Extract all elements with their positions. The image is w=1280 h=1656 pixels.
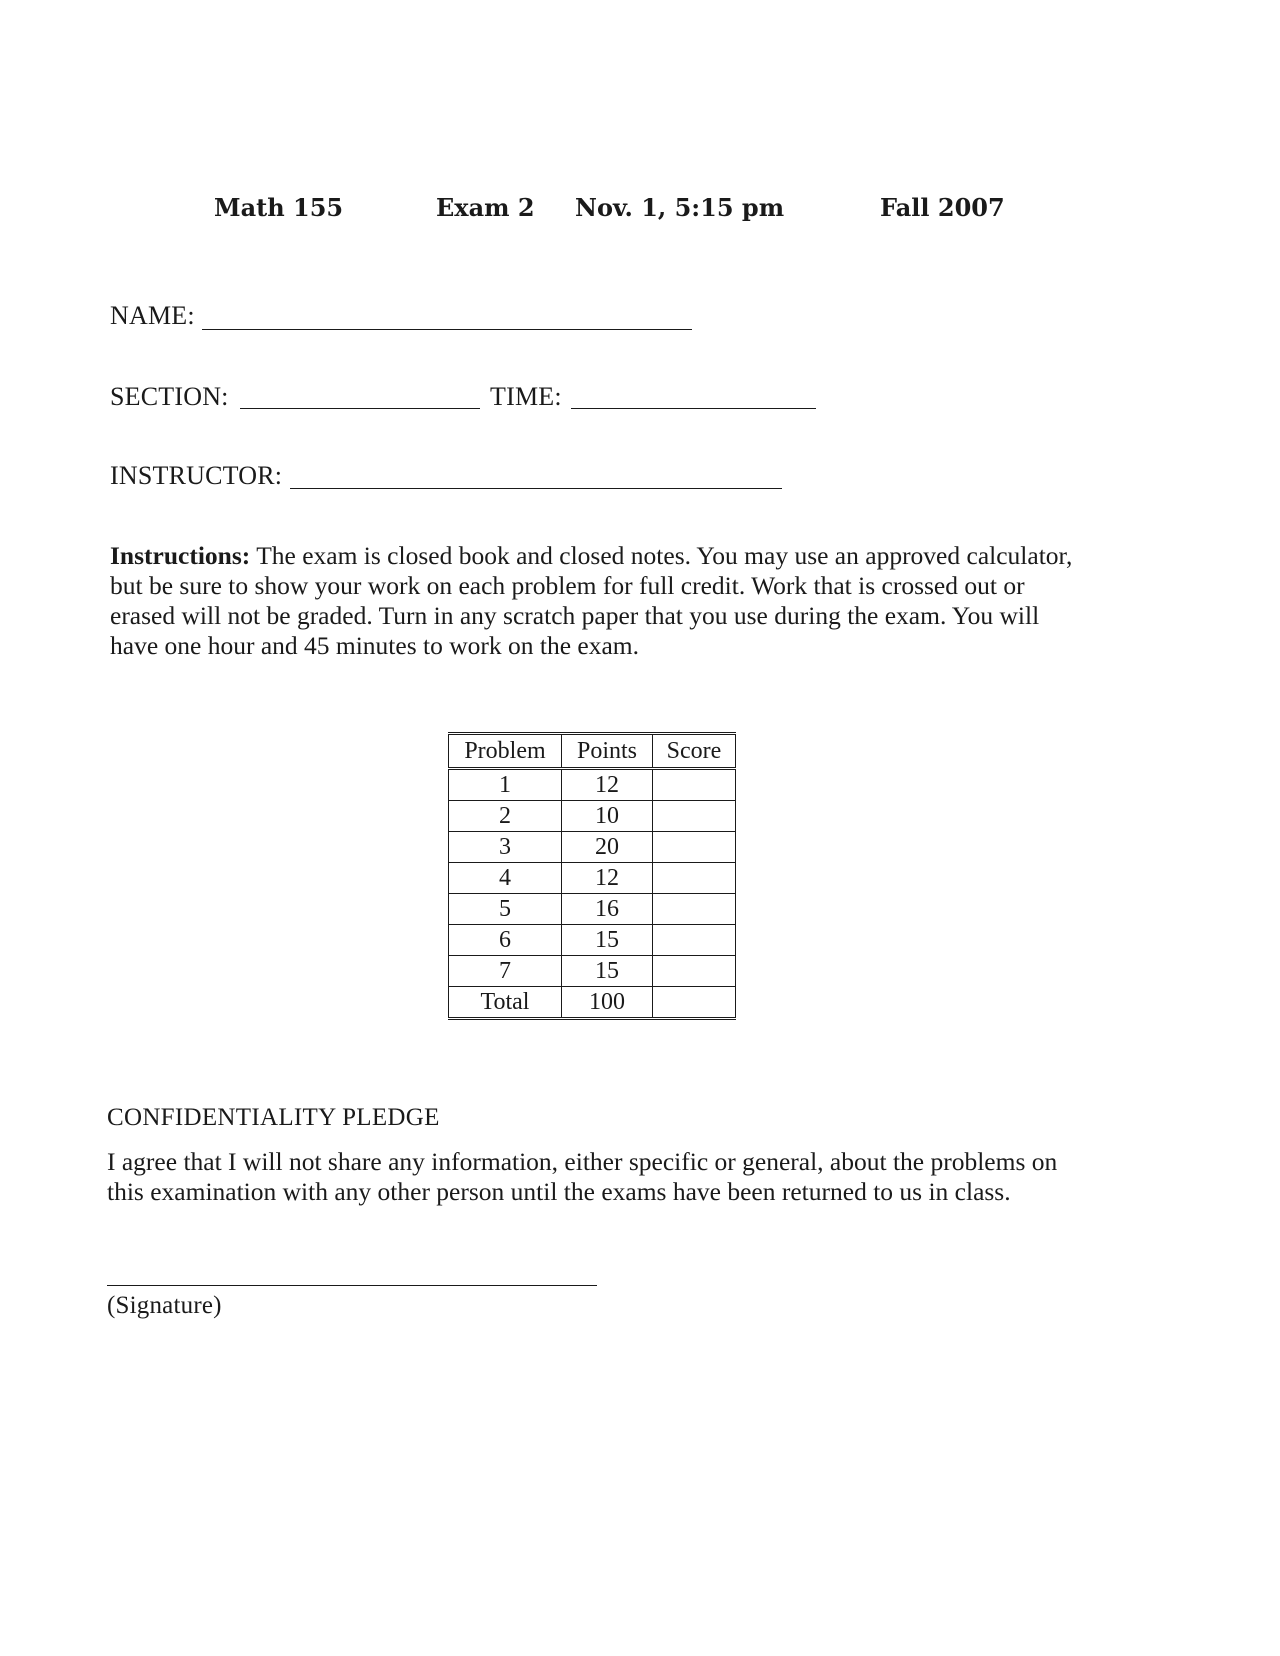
score-table <box>448 732 736 1020</box>
score-cell[interactable] <box>653 894 736 925</box>
problem-cell: 6 <box>449 925 562 956</box>
time-label: TIME: <box>490 382 562 411</box>
signature-label: (Signature) <box>107 1292 222 1319</box>
problem-cell: 3 <box>449 832 562 863</box>
points-cell: 15 <box>562 925 653 956</box>
score-cell[interactable] <box>653 832 736 863</box>
score-cell[interactable] <box>653 925 736 956</box>
points-cell: 12 <box>562 769 653 801</box>
exam-date-time: Nov. 1, 5:15 pm <box>575 193 785 222</box>
score-cell-total[interactable] <box>653 987 736 1019</box>
score-table-header-row <box>449 734 736 769</box>
column-header-problem: Problem <box>449 734 562 769</box>
points-cell-total: 100 <box>562 987 653 1019</box>
instructions <box>110 541 1080 661</box>
table-row <box>449 769 736 801</box>
name-field[interactable] <box>202 329 692 330</box>
name-label: NAME: <box>110 301 195 330</box>
problem-cell: 7 <box>449 956 562 987</box>
section-field[interactable] <box>240 408 480 409</box>
exam-term: Fall 2007 <box>880 193 1005 222</box>
score-cell[interactable] <box>653 769 736 801</box>
pledge-text: I agree that I will not share any information, either specific or general, about the problems on this examination with any other person until the exams have been returned to us in class. <box>107 1147 1058 1206</box>
points-cell: 20 <box>562 832 653 863</box>
table-row <box>449 801 736 832</box>
course-title: Math 155 <box>214 193 344 222</box>
column-header-score: Score <box>653 734 736 769</box>
time-field[interactable] <box>571 408 816 409</box>
score-cell[interactable] <box>653 863 736 894</box>
problem-cell: 5 <box>449 894 562 925</box>
points-cell: 15 <box>562 956 653 987</box>
pledge-title: CONFIDENTIALITY PLEDGE <box>107 1104 440 1131</box>
table-row <box>449 956 736 987</box>
table-row <box>449 863 736 894</box>
instructions-lead: Instructions: <box>110 541 251 570</box>
exam-title: Exam 2 <box>436 193 535 222</box>
signature-field[interactable] <box>107 1285 597 1286</box>
section-label: SECTION: <box>110 382 229 411</box>
column-header-points: Points <box>562 734 653 769</box>
points-cell: 12 <box>562 863 653 894</box>
table-row <box>449 925 736 956</box>
problem-cell: 4 <box>449 863 562 894</box>
table-row <box>449 894 736 925</box>
instructions-body: The exam is closed book and closed notes. You may use an approved calculator, but be sure to show your work on each problem for full credit. Work that is crossed out or erased will not be graded. Turn in any scratch paper that you use during the exam. You will have one hour and 45 minutes to work on the exam. <box>110 541 1073 660</box>
points-cell: 16 <box>562 894 653 925</box>
problem-cell-total: Total <box>449 987 562 1019</box>
score-cell[interactable] <box>653 801 736 832</box>
points-cell: 10 <box>562 801 653 832</box>
problem-cell: 2 <box>449 801 562 832</box>
table-row-total <box>449 987 736 1019</box>
problem-cell: 1 <box>449 769 562 801</box>
instructor-field[interactable] <box>290 488 782 489</box>
score-cell[interactable] <box>653 956 736 987</box>
instructor-label: INSTRUCTOR: <box>110 461 283 490</box>
table-row <box>449 832 736 863</box>
